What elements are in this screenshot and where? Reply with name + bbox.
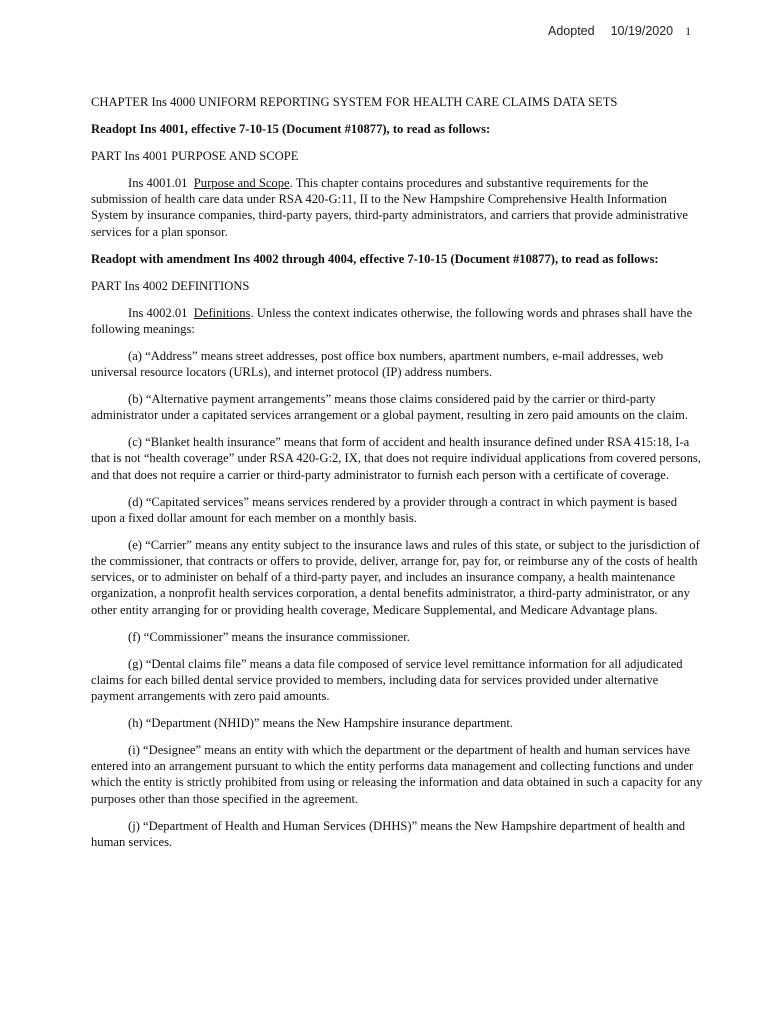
section-text: . This chapter contains procedures and substantive requirements for the submission of health care data under RSA 420-G:11, II to the New Hampshire Comprehensive Health Information System by insurance companies, third-party payers, third-party administrators, and carriers that provide administrative services for a plan sponsor. [91, 176, 688, 239]
section-number: Ins 4001.01 [128, 176, 188, 190]
definition-j: (j) “Department of Health and Human Services (DHHS)” means the New Hampshire department of health and human services. [91, 818, 686, 849]
section-number: Ins 4002.01 [128, 305, 188, 320]
definition-b: (b) “Alternative payment arrangements” means those claims considered paid by the carrier or third-party administrator under a capitated services arrangement or a global payment, resulting in zero paid amounts on the claim. [91, 392, 688, 423]
readopt-notice-4001: Readopt Ins 4001, effective 7-10-15 (Document #10877), to read as follows: [91, 122, 491, 136]
section-heading: Purpose and Scope [193, 176, 290, 190]
document-body [91, 94, 703, 861]
chapter-title: CHAPTER Ins 4000 UNIFORM REPORTING SYSTEM FOR HEALTH CARE CLAIMS DATA SETS [91, 95, 618, 109]
definition-g: (g) “Dental claims file” means a data file composed of service level remittance information for all adjudicated claims for each billed dental service provided to members, including data for services provided under alternative payment arrangements with zero paid amounts. [91, 656, 683, 704]
readopt-notice-4002: Readopt with amendment Ins 4002 through 4004, effective 7-10-15 (Document #10877), to read as follows: [91, 251, 659, 266]
page-number: 1 [685, 24, 692, 38]
section-4001-01 [91, 175, 703, 240]
definition-e: (e) “Carrier” means any entity subject to the insurance laws and rules of this state, or subject to the jurisdiction of the commissioner, that contracts or offers to provide, deliver, arrange for, pay for, or reimburse any of the costs of health services, or to administer on behalf of a third-party payer, and includes an insurance company, a health maintenance organization, a nonprofit health services corporation, a dental benefits administrator, a third-party administrator, or any other entity arranging for or providing health coverage, Medicare Supplemental, and Medicare Advantage plans. [91, 537, 700, 617]
section-heading: Definitions [193, 305, 251, 320]
definition-f: (f) “Commissioner” means the insurance commissioner. [128, 629, 410, 644]
adopted-label: Adopted [548, 24, 595, 38]
definition-d: (d) “Capitated services” means services rendered by a provider through a contract in which payment is based upon a fixed dollar amount for each member on a monthly basis. [91, 494, 678, 525]
part-4002-title: PART Ins 4002 DEFINITIONS [91, 278, 250, 293]
definition-c: (c) “Blanket health insurance” means that form of accident and health insurance defined under RSA 415:18, I-a that is not “health coverage” under RSA 420-G:2, IX, that does not require individual applications from covered persons, and that does not require a carrier or third-party administrator to furnish each person with a certificate of coverage. [91, 435, 701, 482]
section-4002-01 [91, 305, 703, 337]
adopted-date: 10/19/2020 [610, 24, 674, 38]
section-text: . Unless the context indicates otherwise, the following words and phrases shall have the following meanings: [91, 305, 693, 336]
definition-i: (i) “Designee” means an entity with which the department or the department of health and human services have entered into an arrangement pursuant to which the entity performs data management and collecting functions and under which the entity is strictly prohibited from using or releasing the information and data obtained in such a capacity for any purposes other than those specified in the agreement. [91, 743, 703, 806]
page-header [548, 24, 691, 39]
definition-h: (h) “Department (NHID)” means the New Hampshire insurance department. [128, 716, 514, 731]
part-4001-title: PART Ins 4001 PURPOSE AND SCOPE [91, 149, 299, 163]
definition-a: (a) “Address” means street addresses, post office box numbers, apartment numbers, e-mail addresses, web universal resource locators (URLs), and internet protocol (IP) address numbers. [91, 348, 664, 380]
